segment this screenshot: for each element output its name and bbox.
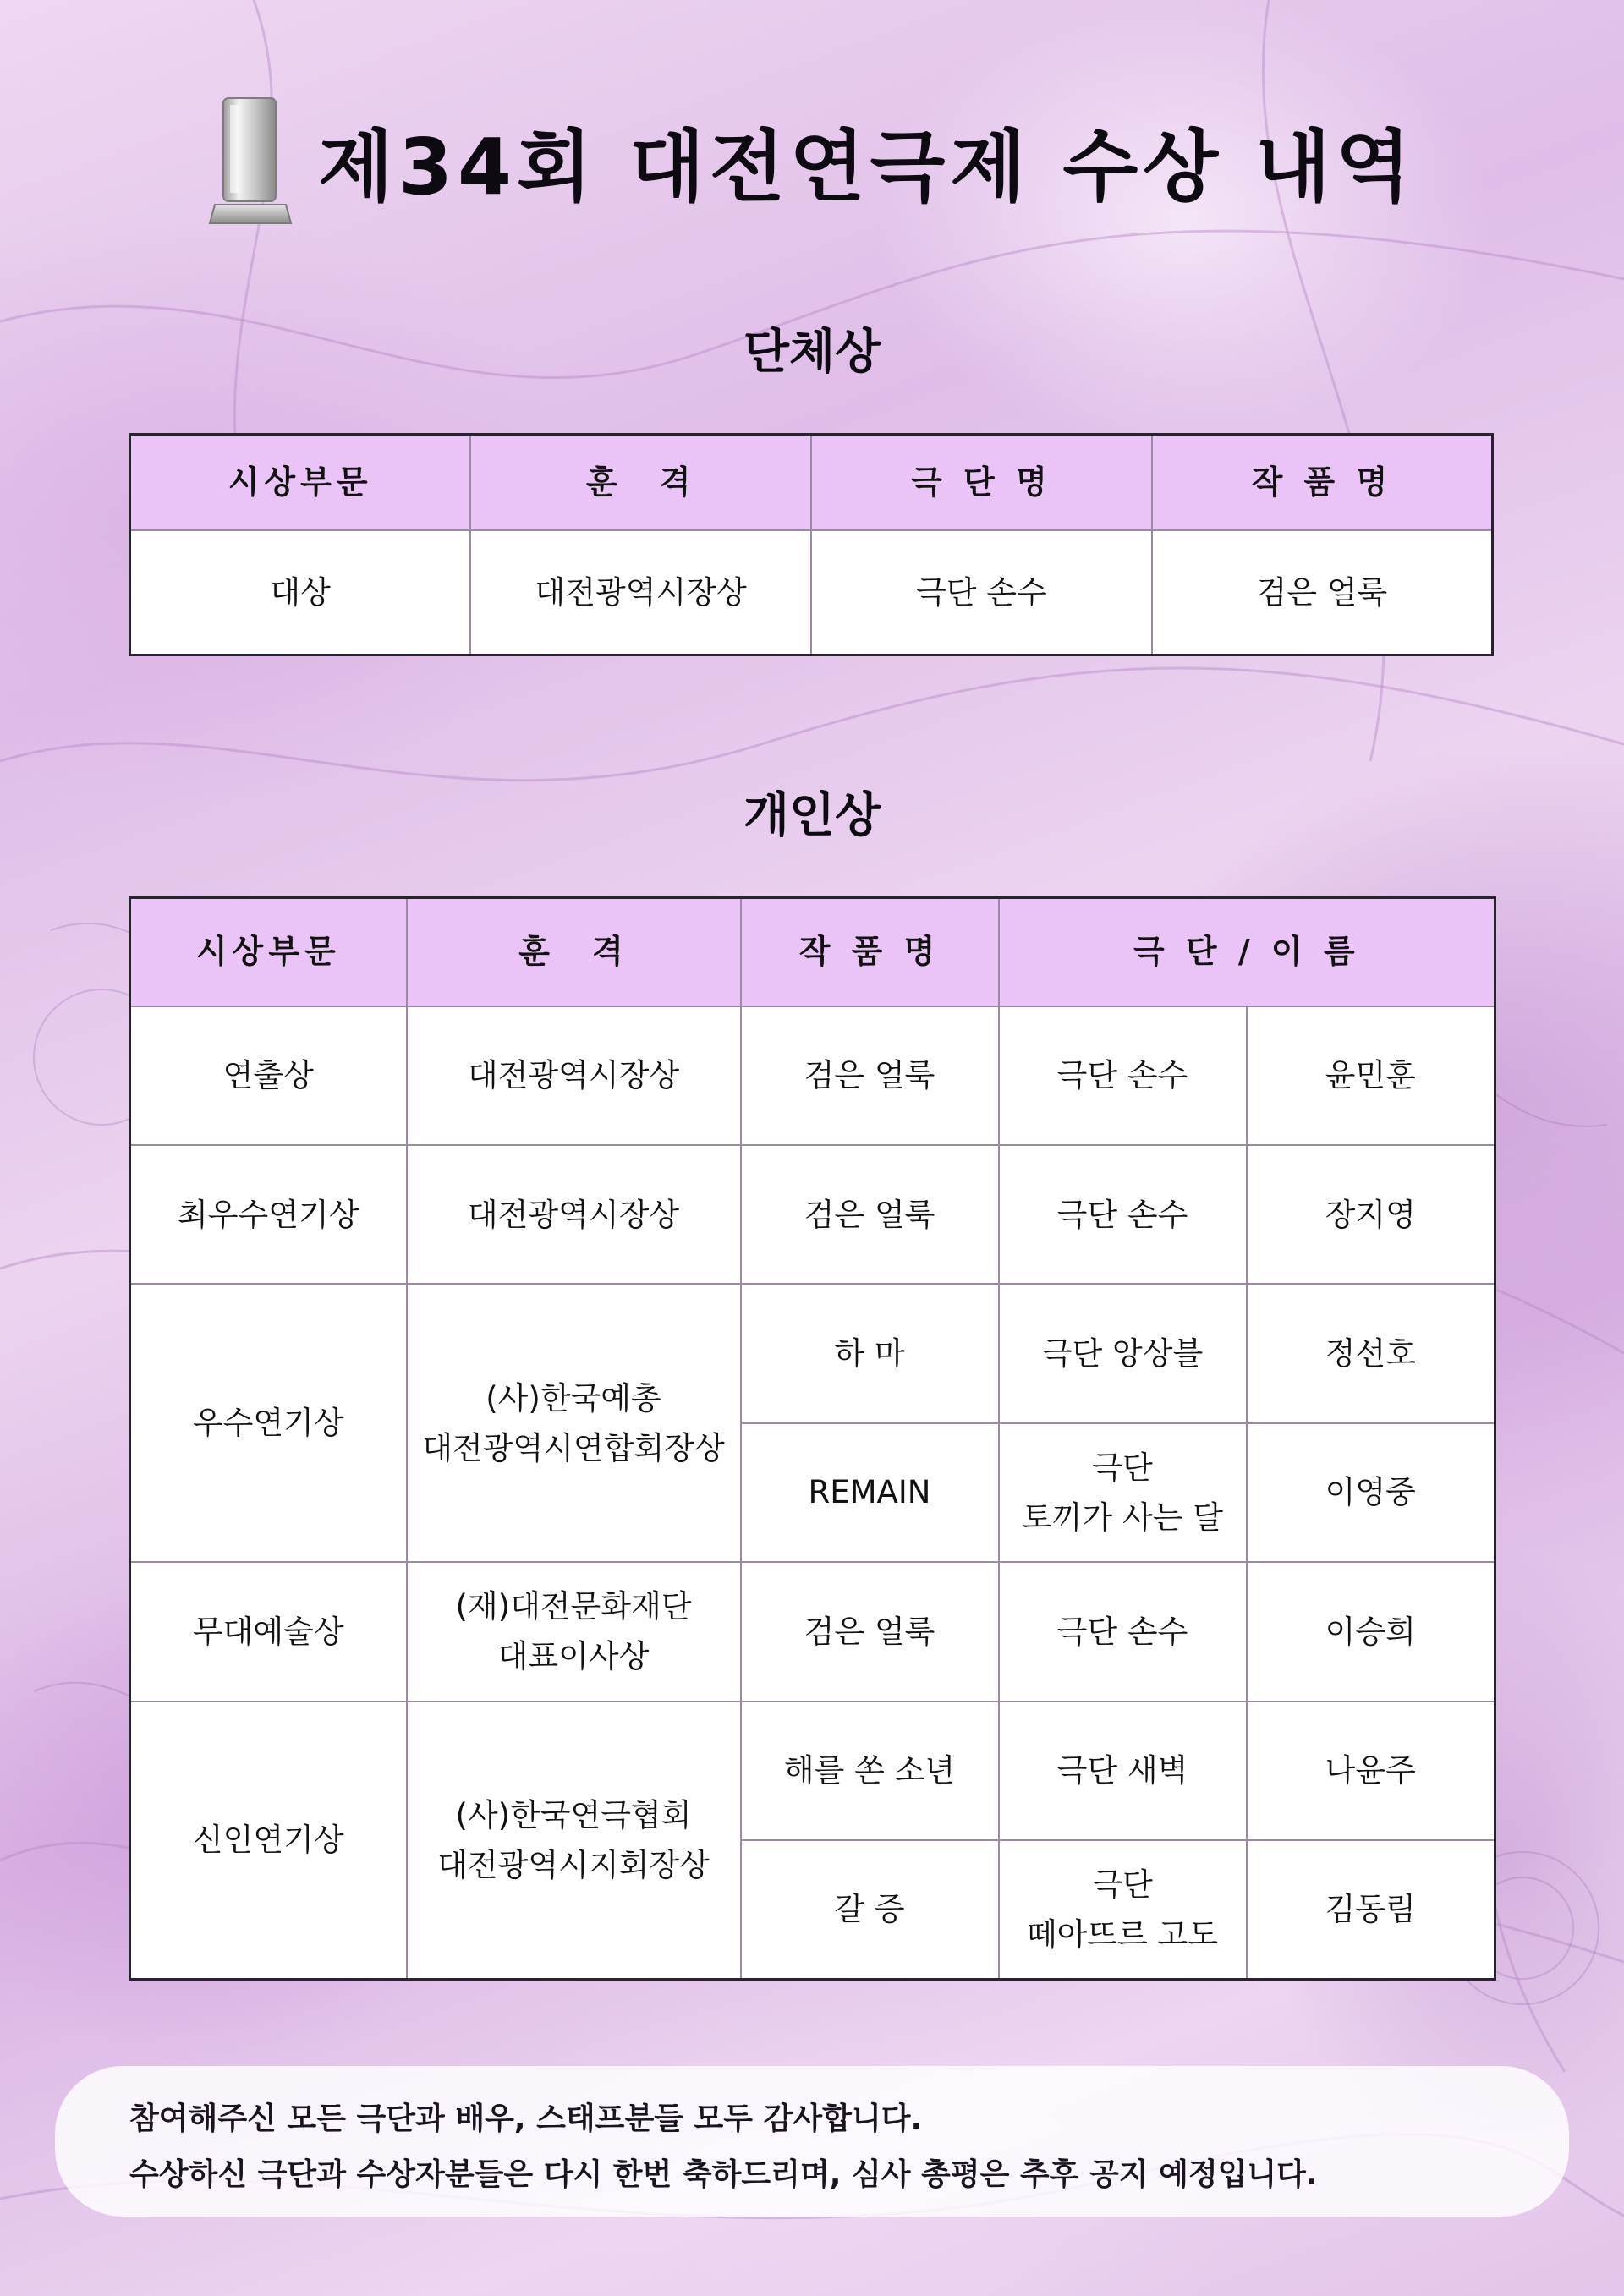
award-honor: (사)한국예총 대전광역시연합회장상 xyxy=(407,1284,741,1562)
award-honor: 대전광역시장상 xyxy=(407,1006,741,1145)
award-category: 연출상 xyxy=(130,1006,407,1145)
work-title: 하 마 xyxy=(741,1284,999,1422)
individual-awards-table xyxy=(129,896,1496,1981)
troupe-name: 극단 떼아뜨르 고도 xyxy=(999,1840,1247,1979)
troupe-name: 극단 손수 xyxy=(999,1006,1247,1145)
header-category: 시상부문 xyxy=(130,435,471,530)
troupe-name: 극단 손수 xyxy=(811,530,1152,655)
winner-name: 김동림 xyxy=(1247,1840,1495,1979)
award-honor: (사)한국연극협회 대전광역시지회장상 xyxy=(407,1701,741,1980)
header-honor: 훈 격 xyxy=(470,435,811,530)
work-title: 검은 얼룩 xyxy=(741,1006,999,1145)
work-title: 검은 얼룩 xyxy=(741,1562,999,1701)
award-category: 우수연기상 xyxy=(130,1284,407,1562)
table-row xyxy=(130,530,1493,655)
table-row xyxy=(130,1284,1495,1422)
header-troupe: 극 단 명 xyxy=(811,435,1152,530)
work-title: 검은 얼룩 xyxy=(741,1145,999,1284)
work-title: REMAIN xyxy=(741,1423,999,1562)
winner-name: 이승희 xyxy=(1247,1562,1495,1701)
award-honor: 대전광역시장상 xyxy=(407,1145,741,1284)
work-title: 갈 증 xyxy=(741,1840,999,1979)
troupe-name: 극단 손수 xyxy=(999,1562,1247,1701)
table-row xyxy=(130,1145,1495,1284)
footer-announcement: 수상하신 극단과 수상자분들은 다시 한번 축하드리며, 심사 총평은 추후 공지 예정입니다. xyxy=(129,2157,1318,2192)
trophy-icon xyxy=(208,93,293,228)
table-header-row xyxy=(130,898,1495,1006)
troupe-name: 극단 앙상블 xyxy=(999,1284,1247,1422)
award-category: 신인연기상 xyxy=(130,1701,407,1980)
header-troupe-name: 극 단 / 이 름 xyxy=(999,898,1495,1006)
header-honor: 훈 격 xyxy=(407,898,741,1006)
table-row xyxy=(130,1006,1495,1145)
table-row xyxy=(130,1562,1495,1701)
winner-name: 이영중 xyxy=(1247,1423,1495,1562)
page-title: 제34회 대전연극제 수상 내역 xyxy=(318,122,1416,212)
troupe-name: 극단 손수 xyxy=(999,1145,1247,1284)
award-honor: 대전광역시장상 xyxy=(470,530,811,655)
group-awards-table xyxy=(129,433,1494,656)
footer-notice xyxy=(55,2066,1569,2217)
title-row xyxy=(0,89,1624,233)
header-work: 작 품 명 xyxy=(1152,435,1493,530)
individual-awards-heading: 개인상 xyxy=(743,788,881,843)
troupe-name: 극단 토끼가 사는 달 xyxy=(999,1423,1247,1562)
header-work: 작 품 명 xyxy=(741,898,999,1006)
footer-thanks: 참여해주신 모든 극단과 배우, 스태프분들 모두 감사합니다. xyxy=(129,2101,923,2136)
winner-name: 윤민훈 xyxy=(1247,1006,1495,1145)
table-row xyxy=(130,1701,1495,1840)
award-honor: (재)대전문화재단 대표이사상 xyxy=(407,1562,741,1701)
winner-name: 나윤주 xyxy=(1247,1701,1495,1840)
table-header-row xyxy=(130,435,1493,530)
award-category: 최우수연기상 xyxy=(130,1145,407,1284)
troupe-name: 극단 새벽 xyxy=(999,1701,1247,1840)
winner-name: 정선호 xyxy=(1247,1284,1495,1422)
work-title: 검은 얼룩 xyxy=(1152,530,1493,655)
winner-name: 장지영 xyxy=(1247,1145,1495,1284)
header-category: 시상부문 xyxy=(130,898,407,1006)
work-title: 해를 쏜 소년 xyxy=(741,1701,999,1840)
award-category: 무대예술상 xyxy=(130,1562,407,1701)
group-awards-heading: 단체상 xyxy=(743,325,881,380)
award-category: 대상 xyxy=(130,530,471,655)
